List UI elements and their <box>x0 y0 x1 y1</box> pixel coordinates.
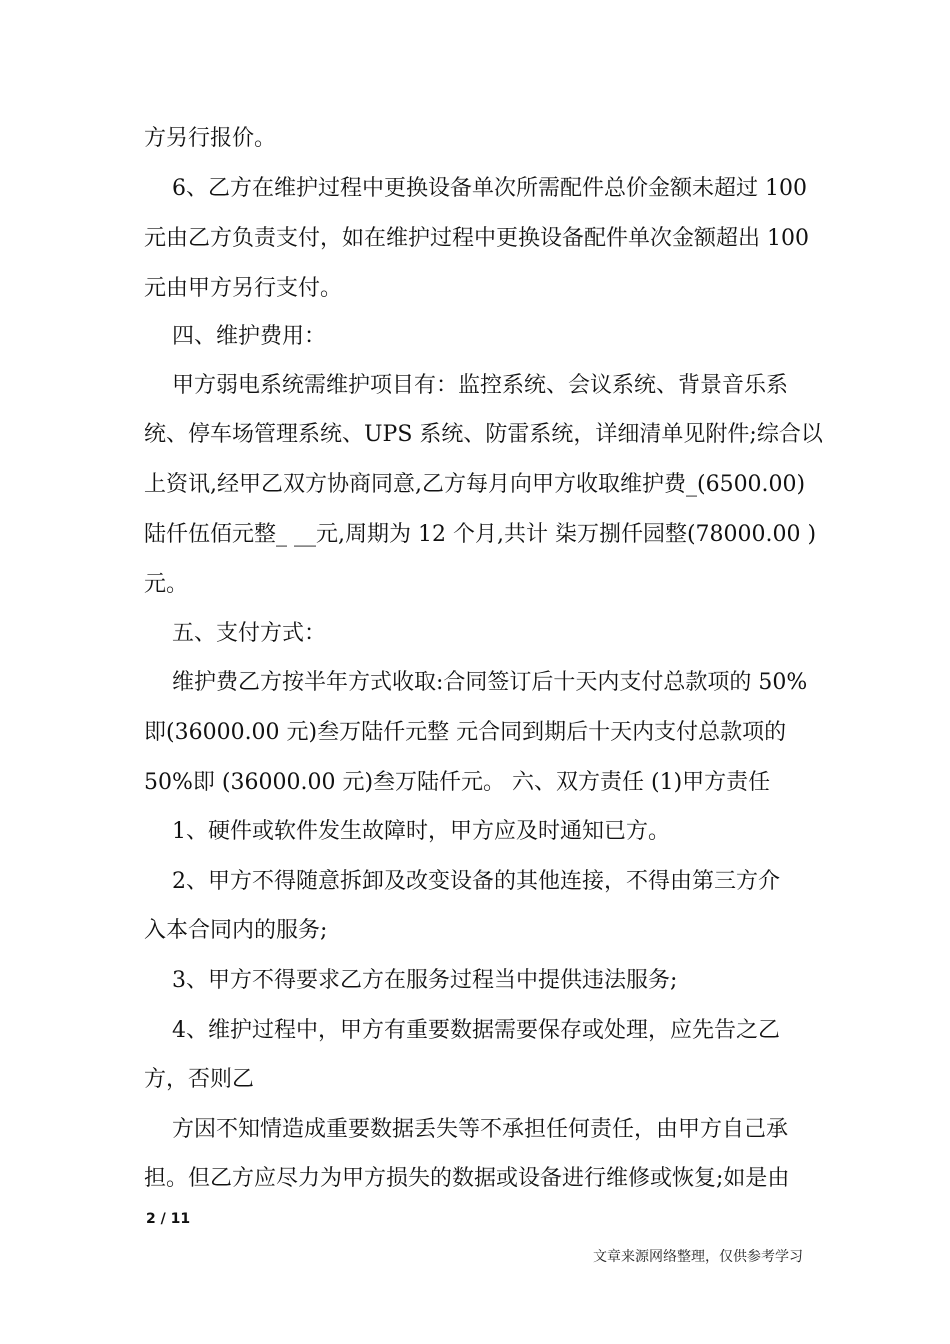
text-line: 甲方弱电系统需维护项目有：监控系统、会议系统、背景音乐系 <box>144 373 788 398</box>
text-line: 4、维护过程中，甲方有重要数据需要保存或处理，应先告之乙 <box>144 1018 780 1043</box>
text-line: 上资讯,经甲乙双方协商同意,乙方每月向甲方收取维护费_(6500.00) <box>144 472 806 497</box>
text-line: 1、硬件或软件发生故障时，甲方应及时通知已方。 <box>144 819 670 844</box>
text-line: 6、乙方在维护过程中更换设备单次所需配件总价金额未超过 100 <box>144 176 807 201</box>
text-line: 维护费乙方按半年方式收取:合同签订后十天内支付总款项的 50% <box>144 670 808 695</box>
text-line: 担。但乙方应尽力为甲方损失的数据或设备进行维修或恢复;如是由 <box>144 1166 790 1191</box>
source-note: 文章来源网络整理，仅供参考学习 <box>593 1249 803 1265</box>
text-line: 入本合同内的服务; <box>144 918 328 943</box>
text-line: 2、甲方不得随意拆卸及改变设备的其他连接，不得由第三方介 <box>144 869 780 894</box>
text-line: 陆仟伍佰元整_ __元,周期为 12 个月,共计 柒万捌仟园整(78000.00 ) <box>144 522 817 547</box>
text-line: 方，否则乙 <box>144 1067 255 1092</box>
text-line: 方因不知情造成重要数据丢失等不承担任何责任，由甲方自己承 <box>144 1117 788 1142</box>
section-heading: 四、维护费用： <box>144 324 326 349</box>
text-line: 50%即 (36000.00 元)叁万陆仟元。 六、双方责任 (1)甲方责任 <box>144 770 771 795</box>
page-indicator: 2 / 11 <box>146 1211 191 1227</box>
text-line: 元由甲方另行支付。 <box>144 276 343 301</box>
text-line: 统、停车场管理系统、UPS 系统、防雷系统，详细清单见附件;综合以 <box>144 422 823 447</box>
text-line: 3、甲方不得要求乙方在服务过程当中提供违法服务; <box>144 968 678 993</box>
text-line: 方另行报价。 <box>144 126 277 151</box>
text-line: 元由乙方负责支付，如在维护过程中更换设备配件单次金额超出 100 <box>144 226 809 251</box>
section-heading: 五、支付方式： <box>144 621 326 646</box>
text-line: 元。 <box>144 572 189 597</box>
text-line: 即(36000.00 元)叁万陆仟元整 元合同到期后十天内支付总款项的 <box>144 720 787 745</box>
